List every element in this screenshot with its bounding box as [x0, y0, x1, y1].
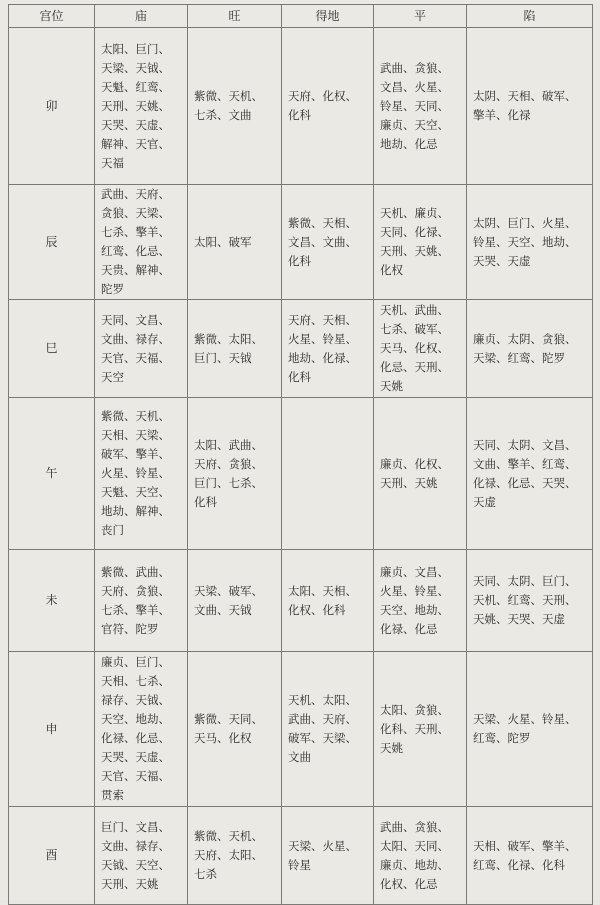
- ping-cell: 武曲、贪狼、 太阳、天同、 廉贞、地劫、 化权、化忌: [374, 807, 467, 905]
- header-dedi: 得地: [282, 5, 374, 28]
- miao-cell: 太阳、巨门、 天梁、天钺、 天魁、红鸾、 天刑、天姚、 天哭、天虚、 解神、天官、 天福: [95, 28, 188, 185]
- header-wang: 旺: [188, 5, 282, 28]
- dedi-cell: 天府、化权、 化科: [282, 28, 374, 185]
- ping-cell: 天机、廉贞、 天同、化禄、 天刑、天姚、 化权: [374, 185, 467, 300]
- dedi-cell: [282, 398, 374, 550]
- palace-cell: 辰: [9, 185, 95, 300]
- wang-cell: 紫微、太阳、 巨门、天钺: [188, 300, 282, 398]
- ping-cell: 太阳、贪狼、 化科、天刑、 天姚: [374, 652, 467, 807]
- star-brightness-table: [8, 4, 593, 905]
- dedi-cell: 天机、太阳、 武曲、天府、 破军、天梁、 文曲: [282, 652, 374, 807]
- wang-cell: 天梁、破军、 文曲、天钺: [188, 550, 282, 652]
- ping-cell: 廉贞、化权、 天刑、天姚: [374, 398, 467, 550]
- header-palace: 宫位: [9, 5, 95, 28]
- table-row: [9, 807, 593, 905]
- header-miao: 庙: [95, 5, 188, 28]
- miao-cell: 廉贞、巨门、 天相、七杀、 禄存、天钺、 天空、地劫、 化禄、化忌、 天哭、天虚、 天官、天福、 贯索: [95, 652, 188, 807]
- dedi-cell: 天梁、火星、 铃星: [282, 807, 374, 905]
- palace-cell: 酉: [9, 807, 95, 905]
- ping-cell: 武曲、贪狼、 文昌、火星、 铃星、天同、 廉贞、天空、 地劫、化忌: [374, 28, 467, 185]
- table-row: [9, 398, 593, 550]
- table-header-row: [9, 5, 593, 28]
- miao-cell: 巨门、文昌、 文曲、禄存、 天钺、天空、 天刑、天姚: [95, 807, 188, 905]
- xian-cell: 天相、破军、擎羊、 红鸾、化禄、化科: [467, 807, 593, 905]
- xian-cell: 天同、太阴、巨门、 天机、红鸾、天刑、 天姚、天哭、天虚: [467, 550, 593, 652]
- palace-cell: 未: [9, 550, 95, 652]
- wang-cell: 太阳、破军: [188, 185, 282, 300]
- wang-cell: 紫微、天机、 七杀、文曲: [188, 28, 282, 185]
- table-row: [9, 300, 593, 398]
- table-row: [9, 185, 593, 300]
- ping-cell: 廉贞、文昌、 火星、铃星、 天空、地劫、 化禄、化忌: [374, 550, 467, 652]
- table-row: [9, 28, 593, 185]
- miao-cell: 紫微、武曲、 天府、贪狼、 七杀、擎羊、 官符、陀罗: [95, 550, 188, 652]
- palace-cell: 巳: [9, 300, 95, 398]
- ping-cell: 天机、武曲、 七杀、破军、 天马、化权、 化忌、天刑、 天姚: [374, 300, 467, 398]
- palace-cell: 申: [9, 652, 95, 807]
- xian-cell: 天梁、火星、铃星、 红鸾、陀罗: [467, 652, 593, 807]
- miao-cell: 武曲、天府、 贪狼、天梁、 七杀、擎羊、 红鸾、化忌、 天贵、解神、 陀罗: [95, 185, 188, 300]
- wang-cell: 紫微、天机、 天府、太阳、 七杀: [188, 807, 282, 905]
- header-xian: 陷: [467, 5, 593, 28]
- xian-cell: 天同、太阴、文昌、 文曲、擎羊、红鸾、 化禄、化忌、天哭、 天虚: [467, 398, 593, 550]
- palace-cell: 午: [9, 398, 95, 550]
- xian-cell: 廉贞、太阴、贪狼、 天梁、红鸾、陀罗: [467, 300, 593, 398]
- dedi-cell: 紫微、天相、 文昌、文曲、 化科: [282, 185, 374, 300]
- wang-cell: 太阳、武曲、 天府、贪狼、 巨门、七杀、 化科: [188, 398, 282, 550]
- table-row: [9, 652, 593, 807]
- dedi-cell: 太阳、天相、 化权、化科: [282, 550, 374, 652]
- palace-cell: 卯: [9, 28, 95, 185]
- xian-cell: 太阴、巨门、火星、 铃星、天空、地劫、 天哭、天虚: [467, 185, 593, 300]
- wang-cell: 紫微、天同、 天马、化权: [188, 652, 282, 807]
- miao-cell: 紫微、天机、 天相、天梁、 破军、擎羊、 火星、铃星、 天魁、天空、 地劫、解神、 丧门: [95, 398, 188, 550]
- miao-cell: 天同、文昌、 文曲、禄存、 天官、天福、 天空: [95, 300, 188, 398]
- table-row: [9, 550, 593, 652]
- header-ping: 平: [374, 5, 467, 28]
- xian-cell: 太阴、天相、破军、 擎羊、化禄: [467, 28, 593, 185]
- dedi-cell: 天府、天相、 火星、铃星、 地劫、化禄、 化科: [282, 300, 374, 398]
